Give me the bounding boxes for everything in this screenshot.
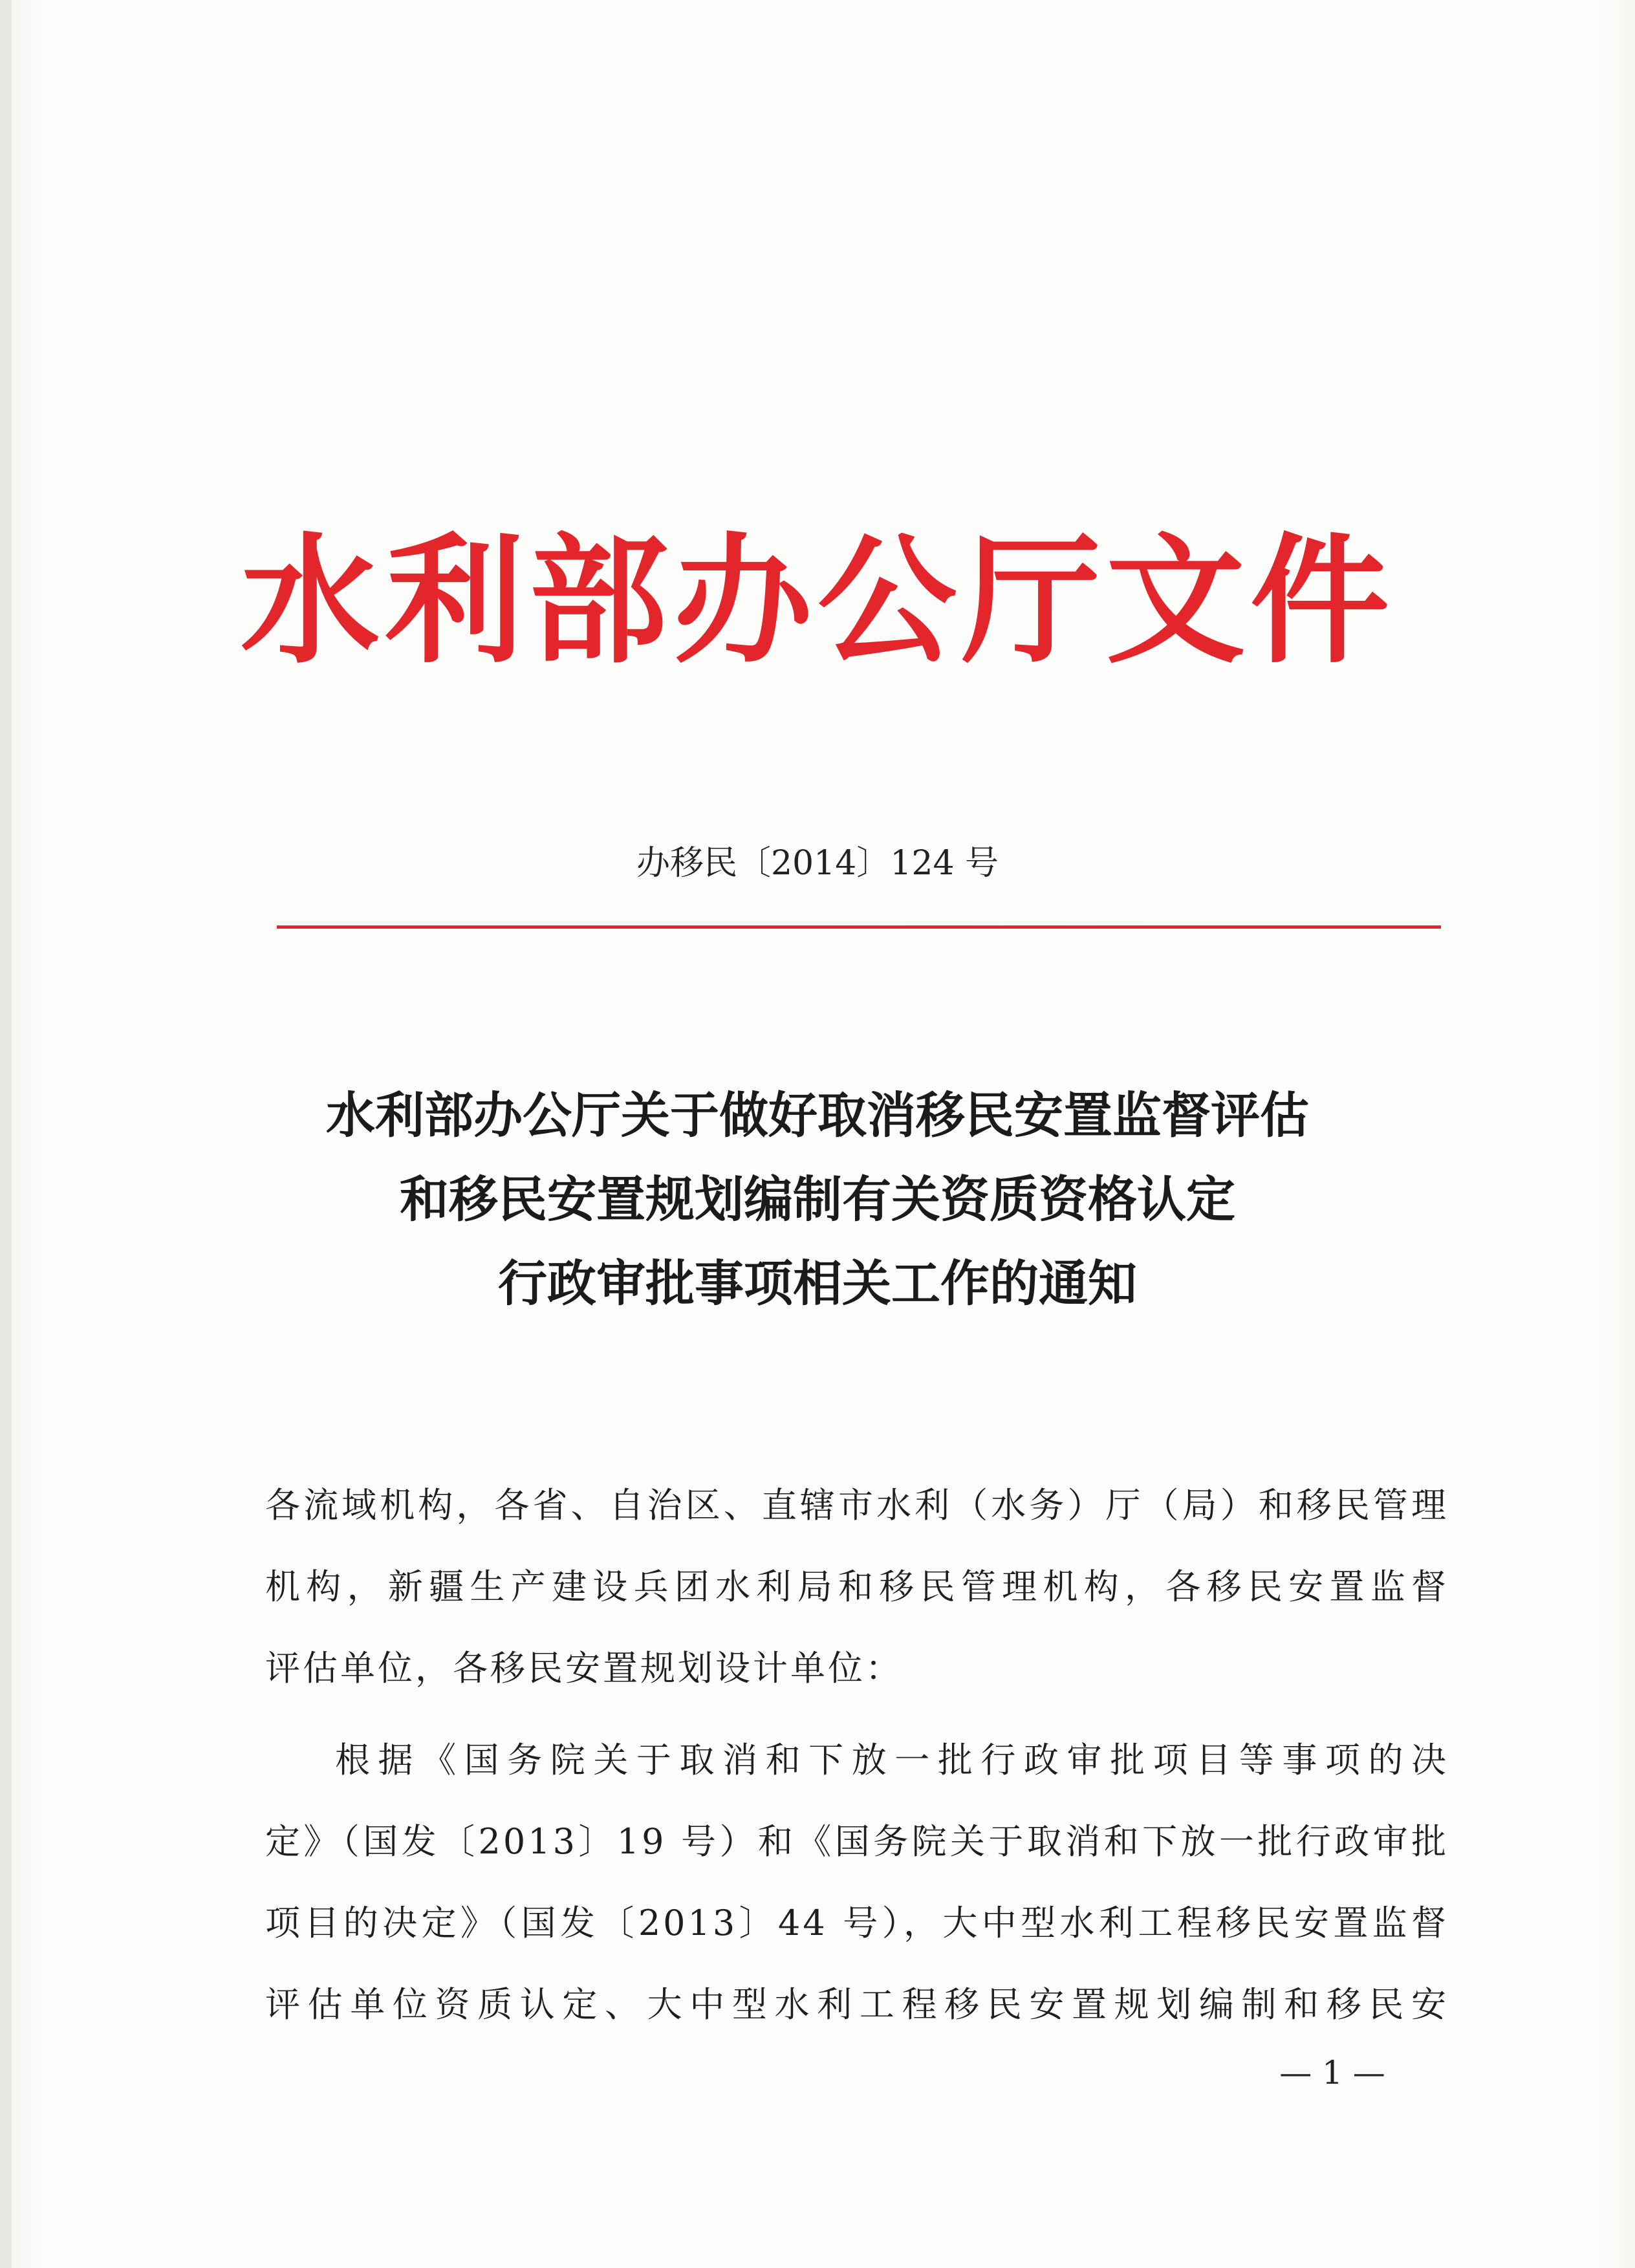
notice-title-line: 行政审批事项相关工作的通知 [498, 1255, 1137, 1312]
document-number: 办移民〔2014〕124 号 [636, 844, 999, 883]
notice-title-line: 和移民安置规划编制有关资质资格认定 [400, 1171, 1235, 1228]
notice-title [194, 1074, 1441, 1326]
body-line: 项目的决定》（国发〔2013〕44 号），大中型水利工程移民安置监督 [265, 1903, 1449, 1943]
addressee-line: 机构，新疆生产建设兵团水利局和移民管理机构，各移民安置监督 [265, 1566, 1449, 1607]
addressee-line: 评估单位，各移民安置规划设计单位： [265, 1648, 903, 1689]
body-line: 评估单位资质认定、大中型水利工程移民安置规划编制和移民安 [265, 1984, 1449, 2025]
notice-title-line: 水利部办公厅关于做好取消移民安置监督评估 [326, 1086, 1309, 1144]
addressee-line: 各流域机构，各省、自治区、直辖市水利（水务）厅（局）和移民管理 [265, 1485, 1449, 1526]
red-separator-line [277, 925, 1441, 929]
red-header-title: 水利部办公厅文件 [241, 520, 1394, 682]
body-line: 根据《国务院关于取消和下放一批行政审批项目等事项的决 [335, 1740, 1449, 1780]
page-number: — 1 — [1279, 2054, 1385, 2091]
paragraph-gap [265, 1709, 1449, 1720]
body-line: 定》（国发〔2013〕19 号）和《国务院关于取消和下放一批行政审批 [265, 1821, 1449, 1862]
document-body [265, 1465, 1449, 2046]
